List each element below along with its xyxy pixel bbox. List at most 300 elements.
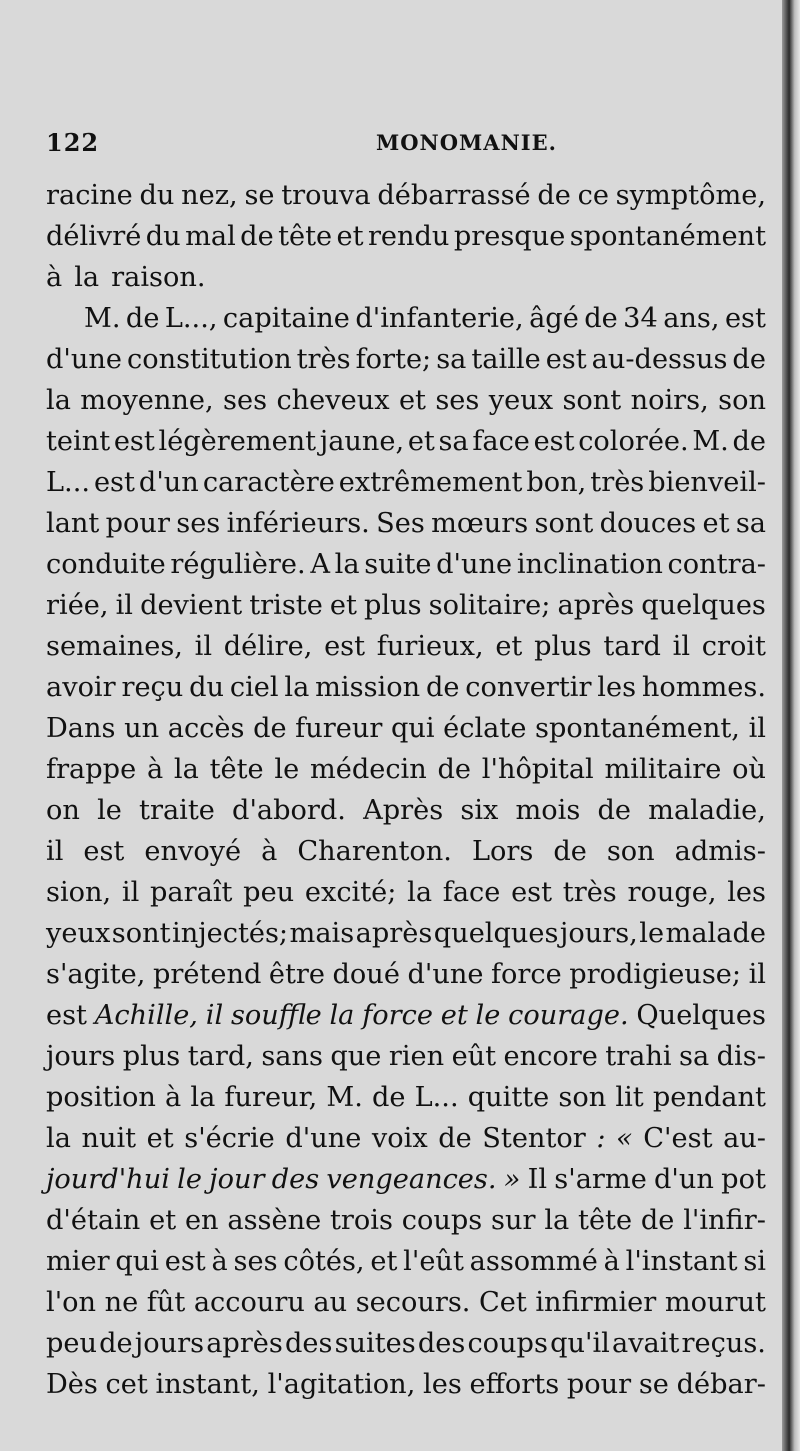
word: sont bbox=[562, 385, 622, 416]
word: dis- bbox=[716, 1041, 766, 1072]
word: le bbox=[639, 918, 665, 949]
text-line bbox=[46, 872, 766, 913]
word: bienveil- bbox=[648, 467, 766, 498]
text-line bbox=[46, 339, 766, 380]
word: cheveux bbox=[276, 385, 390, 416]
word: ne bbox=[104, 1287, 139, 1318]
running-title: MONOMANIE. bbox=[376, 130, 557, 155]
word: accouru bbox=[193, 1287, 305, 1318]
word: il bbox=[748, 959, 766, 990]
word: ciel bbox=[229, 672, 279, 703]
text-line bbox=[46, 585, 766, 626]
word: après bbox=[355, 918, 433, 949]
word: force bbox=[362, 1000, 433, 1031]
word: lant bbox=[46, 508, 100, 539]
word: symptôme, bbox=[615, 180, 766, 211]
word: à bbox=[603, 1246, 620, 1277]
word: délire, bbox=[223, 631, 313, 662]
word: spontanément, bbox=[535, 713, 740, 744]
text-line bbox=[46, 995, 766, 1036]
word: en bbox=[184, 1205, 219, 1236]
word: colorée. bbox=[578, 426, 689, 457]
word: régulière. bbox=[170, 549, 306, 580]
word: admis- bbox=[674, 836, 766, 867]
word: infirmier bbox=[535, 1287, 657, 1318]
word: conduite bbox=[46, 549, 166, 580]
word: sa bbox=[438, 426, 469, 457]
word: un bbox=[124, 713, 160, 744]
text-line bbox=[46, 1282, 766, 1323]
word: est bbox=[511, 877, 553, 908]
word: s'agite, bbox=[46, 959, 146, 990]
word: qui bbox=[115, 1246, 159, 1277]
word: excité; bbox=[304, 877, 397, 908]
word: 34 bbox=[623, 303, 658, 334]
word: trouva bbox=[281, 180, 371, 211]
word: ses bbox=[176, 508, 221, 539]
text-line bbox=[46, 544, 766, 585]
word: yeux bbox=[46, 918, 111, 949]
word: débarrassé bbox=[377, 180, 531, 211]
word: et bbox=[146, 1123, 174, 1154]
word: l'agitation, bbox=[267, 1369, 416, 1400]
word: après bbox=[206, 1328, 283, 1359]
word: de bbox=[99, 1328, 133, 1359]
word: de bbox=[253, 713, 287, 744]
word: des bbox=[271, 1164, 320, 1195]
word: Lors bbox=[471, 836, 534, 867]
word: et bbox=[407, 426, 435, 457]
word: pour bbox=[566, 1369, 632, 1400]
word: fût bbox=[146, 1287, 186, 1318]
page-number: 122 bbox=[46, 128, 100, 157]
word: riée, bbox=[46, 590, 109, 621]
word: Quelques bbox=[636, 1000, 766, 1031]
word: et bbox=[440, 1000, 468, 1031]
word: plus bbox=[534, 631, 592, 662]
word: ans, bbox=[663, 303, 720, 334]
word: des bbox=[285, 1328, 333, 1359]
word: d'une bbox=[436, 549, 513, 580]
word: force bbox=[490, 959, 562, 990]
word: L..., bbox=[164, 303, 218, 334]
word: après bbox=[557, 590, 635, 621]
word: instant, bbox=[155, 1369, 260, 1400]
word: six bbox=[460, 795, 499, 826]
word: éclate bbox=[443, 713, 527, 744]
word: lit bbox=[615, 1082, 644, 1113]
word: l'infir- bbox=[683, 1205, 766, 1236]
word: avoir bbox=[46, 672, 116, 703]
text-line bbox=[46, 667, 766, 708]
word: coups bbox=[467, 1328, 548, 1359]
word: tard bbox=[603, 631, 661, 662]
word: teint bbox=[46, 426, 111, 457]
word: est bbox=[46, 1000, 87, 1031]
word: de bbox=[437, 754, 472, 785]
word: mœurs bbox=[431, 508, 529, 539]
word: est bbox=[724, 303, 766, 334]
body-text bbox=[46, 175, 766, 1405]
text-line bbox=[46, 380, 766, 421]
word: de bbox=[537, 180, 571, 211]
word: A bbox=[310, 549, 330, 580]
word: mission bbox=[315, 672, 421, 703]
text-line bbox=[46, 503, 766, 544]
word: si bbox=[743, 1246, 766, 1277]
word: de bbox=[438, 1123, 472, 1154]
text-line bbox=[46, 1323, 766, 1364]
word: : bbox=[596, 1123, 606, 1154]
word: son bbox=[558, 1082, 607, 1113]
word: on bbox=[46, 795, 80, 826]
word: de bbox=[425, 672, 460, 703]
word: d'abord. bbox=[232, 795, 346, 826]
text-line bbox=[46, 1118, 766, 1159]
word: noirs, bbox=[630, 385, 709, 416]
word: légèrement bbox=[158, 426, 317, 457]
word: constitution bbox=[127, 344, 292, 375]
word: » bbox=[503, 1164, 521, 1195]
word: forte; bbox=[355, 344, 432, 375]
word: mier bbox=[46, 1246, 110, 1277]
word: et bbox=[370, 1246, 398, 1277]
word: quitte bbox=[467, 1082, 550, 1113]
word: au bbox=[313, 1287, 348, 1318]
word: plus bbox=[122, 1041, 181, 1072]
word: mourut bbox=[664, 1287, 766, 1318]
word: d'une bbox=[46, 344, 122, 375]
word: de bbox=[732, 344, 766, 375]
word: sa bbox=[679, 1041, 710, 1072]
word: jourd'hui bbox=[46, 1164, 170, 1195]
text-line bbox=[46, 1241, 766, 1282]
text-line bbox=[46, 749, 766, 790]
word: reçus. bbox=[681, 1328, 766, 1359]
word: d'une bbox=[407, 959, 484, 990]
word: à bbox=[165, 1082, 182, 1113]
word: racine bbox=[46, 180, 133, 211]
word: la bbox=[74, 262, 100, 293]
word: tête bbox=[578, 1205, 633, 1236]
word: mal bbox=[185, 221, 236, 252]
word: Achille, bbox=[94, 1000, 198, 1031]
text-line bbox=[46, 257, 766, 298]
word: se bbox=[638, 1369, 669, 1400]
word: s'écrie bbox=[184, 1123, 275, 1154]
text-line bbox=[46, 462, 766, 503]
word: Il bbox=[527, 1164, 548, 1195]
word: vengeances. bbox=[326, 1164, 497, 1195]
word: il bbox=[748, 713, 766, 744]
word: sa bbox=[735, 508, 766, 539]
word: raison. bbox=[111, 262, 206, 293]
word: quelques bbox=[641, 590, 766, 621]
word: trahi bbox=[605, 1041, 672, 1072]
word: très bbox=[562, 877, 617, 908]
word: mois bbox=[515, 795, 581, 826]
word: il bbox=[672, 631, 691, 662]
word: au-dessus bbox=[591, 344, 728, 375]
word: trois bbox=[330, 1205, 393, 1236]
word: Charenton. bbox=[297, 836, 452, 867]
word: mais bbox=[289, 918, 355, 949]
word: au- bbox=[723, 1123, 766, 1154]
word: jours bbox=[46, 1041, 116, 1072]
word: Dans bbox=[46, 713, 116, 744]
word: est bbox=[324, 631, 366, 662]
word: extrêmement bbox=[338, 467, 523, 498]
word: coups bbox=[401, 1205, 483, 1236]
word: plus bbox=[363, 590, 422, 621]
word: la bbox=[173, 754, 199, 785]
word: spontanément bbox=[569, 221, 766, 252]
word: la bbox=[544, 1205, 570, 1236]
word: Ses bbox=[376, 508, 425, 539]
word: le bbox=[475, 1000, 501, 1031]
word: position bbox=[46, 1082, 156, 1113]
word: prodigieuse; bbox=[569, 959, 742, 990]
word: voix bbox=[371, 1123, 428, 1154]
word: médecin bbox=[309, 754, 427, 785]
word: rien bbox=[388, 1041, 445, 1072]
word: la bbox=[407, 877, 433, 908]
word: à bbox=[261, 836, 278, 867]
word: est bbox=[113, 426, 155, 457]
word: délivré bbox=[46, 221, 142, 252]
text-line bbox=[46, 1364, 766, 1405]
word: Cet bbox=[478, 1287, 527, 1318]
text-line bbox=[46, 1159, 766, 1200]
word: Après bbox=[363, 795, 444, 826]
word: que bbox=[330, 1041, 382, 1072]
word: du bbox=[145, 221, 181, 252]
word: pot bbox=[721, 1164, 766, 1195]
word: sont bbox=[534, 508, 594, 539]
text-line bbox=[46, 1036, 766, 1077]
word: ce bbox=[577, 180, 609, 211]
word: ses bbox=[435, 385, 480, 416]
word: l'on bbox=[46, 1287, 97, 1318]
word: sion, bbox=[46, 877, 112, 908]
word: yeux bbox=[488, 385, 554, 416]
word: la bbox=[334, 549, 360, 580]
word: âgé bbox=[529, 303, 579, 334]
word: du bbox=[139, 180, 175, 211]
word: frappe bbox=[46, 754, 137, 785]
word: semaines, bbox=[46, 631, 183, 662]
word: tard, bbox=[187, 1041, 254, 1072]
word: Stentor bbox=[482, 1123, 586, 1154]
word: assommé bbox=[469, 1246, 598, 1277]
word: quelques bbox=[433, 918, 559, 949]
word: Dès bbox=[46, 1369, 98, 1400]
word: à bbox=[46, 262, 63, 293]
word: avait bbox=[611, 1328, 680, 1359]
word: est bbox=[93, 467, 135, 498]
text-line bbox=[46, 790, 766, 831]
word: de bbox=[371, 1082, 406, 1113]
word: qu'il bbox=[550, 1328, 610, 1359]
word: de bbox=[640, 1205, 675, 1236]
word: d'un bbox=[654, 1164, 714, 1195]
word: hommes. bbox=[641, 672, 766, 703]
word: croit bbox=[701, 631, 766, 662]
word: de bbox=[597, 795, 631, 826]
word: envoyé bbox=[144, 836, 242, 867]
word: et bbox=[149, 1205, 177, 1236]
word: inclination bbox=[516, 549, 663, 580]
word: jour bbox=[209, 1164, 265, 1195]
word: et bbox=[398, 385, 426, 416]
word: eût bbox=[451, 1041, 497, 1072]
word: la bbox=[284, 672, 310, 703]
word: contra- bbox=[667, 549, 766, 580]
word: reçu bbox=[121, 672, 184, 703]
word: sa bbox=[436, 344, 467, 375]
word: triste bbox=[249, 590, 323, 621]
word: devient bbox=[140, 590, 243, 621]
word: et bbox=[702, 508, 730, 539]
text-line bbox=[46, 708, 766, 749]
word: accès bbox=[167, 713, 245, 744]
word: est bbox=[533, 426, 575, 457]
word: furieux, bbox=[376, 631, 484, 662]
text-line bbox=[46, 954, 766, 995]
word: tête bbox=[209, 754, 264, 785]
word: de bbox=[553, 836, 587, 867]
word: secours. bbox=[355, 1287, 471, 1318]
word: la bbox=[46, 1123, 71, 1154]
word: d'étain bbox=[46, 1205, 141, 1236]
word: traite bbox=[139, 795, 215, 826]
word: est bbox=[164, 1246, 206, 1277]
word: il bbox=[46, 836, 64, 867]
word: « bbox=[616, 1123, 633, 1154]
text-line bbox=[46, 175, 766, 216]
word: la bbox=[329, 1000, 355, 1031]
word: capitaine bbox=[222, 303, 350, 334]
word: sont bbox=[111, 918, 171, 949]
word: de bbox=[732, 426, 766, 457]
word: très bbox=[590, 467, 645, 498]
word: des bbox=[417, 1328, 466, 1359]
word: caractère bbox=[202, 467, 335, 498]
word: ses bbox=[223, 385, 268, 416]
word: douces bbox=[599, 508, 697, 539]
word: injectés; bbox=[172, 918, 289, 949]
word: est bbox=[83, 836, 125, 867]
word: efforts bbox=[469, 1369, 560, 1400]
word: les bbox=[597, 672, 637, 703]
word: M. bbox=[692, 426, 729, 457]
word: presque bbox=[453, 221, 566, 252]
word: qui bbox=[390, 713, 435, 744]
word: fureur, bbox=[224, 1082, 318, 1113]
word: taille bbox=[471, 344, 541, 375]
word: débar- bbox=[676, 1369, 766, 1400]
word: cet bbox=[105, 1369, 148, 1400]
text-line bbox=[46, 421, 766, 462]
word: malade bbox=[665, 918, 766, 949]
word: nez, bbox=[181, 180, 238, 211]
word: courage. bbox=[508, 1000, 629, 1031]
word: maladie, bbox=[648, 795, 766, 826]
word: de bbox=[125, 303, 160, 334]
word: face bbox=[472, 426, 530, 457]
word: face bbox=[442, 877, 501, 908]
word: d'un bbox=[138, 467, 199, 498]
word: rouge, bbox=[627, 877, 717, 908]
word: et bbox=[495, 631, 523, 662]
word: souffle bbox=[230, 1000, 322, 1031]
word: les bbox=[423, 1369, 462, 1400]
word: à bbox=[211, 1246, 228, 1277]
word: il bbox=[115, 590, 133, 621]
word: sans bbox=[261, 1041, 323, 1072]
word: son bbox=[718, 385, 766, 416]
word: s'arme bbox=[554, 1164, 647, 1195]
word: où bbox=[732, 754, 766, 785]
word: suite bbox=[364, 549, 432, 580]
word: M. bbox=[84, 303, 121, 334]
word: peu bbox=[46, 1328, 98, 1359]
word: jaune, bbox=[319, 426, 405, 457]
word: L... bbox=[46, 467, 90, 498]
word: tête bbox=[278, 221, 333, 252]
word: à bbox=[146, 754, 164, 785]
word: il bbox=[194, 631, 213, 662]
word: et bbox=[329, 590, 357, 621]
word: solitaire; bbox=[428, 590, 551, 621]
word: est bbox=[545, 344, 587, 375]
word: l'instant bbox=[625, 1246, 738, 1277]
text-line bbox=[46, 216, 766, 257]
word: l'hôpital bbox=[481, 754, 594, 785]
word: nuit bbox=[81, 1123, 137, 1154]
word: rendu bbox=[367, 221, 450, 252]
word: pour bbox=[105, 508, 170, 539]
word: bon, bbox=[526, 467, 587, 498]
word: le bbox=[274, 754, 300, 785]
word: et bbox=[336, 221, 364, 252]
word: doué bbox=[332, 959, 400, 990]
word: jours bbox=[134, 1328, 205, 1359]
word: la bbox=[190, 1082, 216, 1113]
word: prétend bbox=[152, 959, 262, 990]
word: le bbox=[97, 795, 122, 826]
word: de bbox=[240, 221, 274, 252]
word: peu bbox=[243, 877, 295, 908]
text-line bbox=[46, 913, 766, 954]
word: être bbox=[268, 959, 325, 990]
word: assène bbox=[227, 1205, 322, 1236]
word: il bbox=[205, 1000, 224, 1031]
text-line bbox=[46, 298, 766, 339]
word: de bbox=[584, 303, 618, 334]
word: pendant bbox=[652, 1082, 766, 1113]
word: se bbox=[244, 180, 275, 211]
text-line bbox=[46, 1077, 766, 1118]
word: côtés, bbox=[283, 1246, 365, 1277]
word: militaire bbox=[604, 754, 722, 785]
word: le bbox=[177, 1164, 202, 1195]
word: l'eût bbox=[403, 1246, 464, 1277]
page-header bbox=[46, 128, 766, 160]
text-line bbox=[46, 831, 766, 872]
word: d'infanterie, bbox=[355, 303, 524, 334]
word: L... bbox=[414, 1082, 459, 1113]
